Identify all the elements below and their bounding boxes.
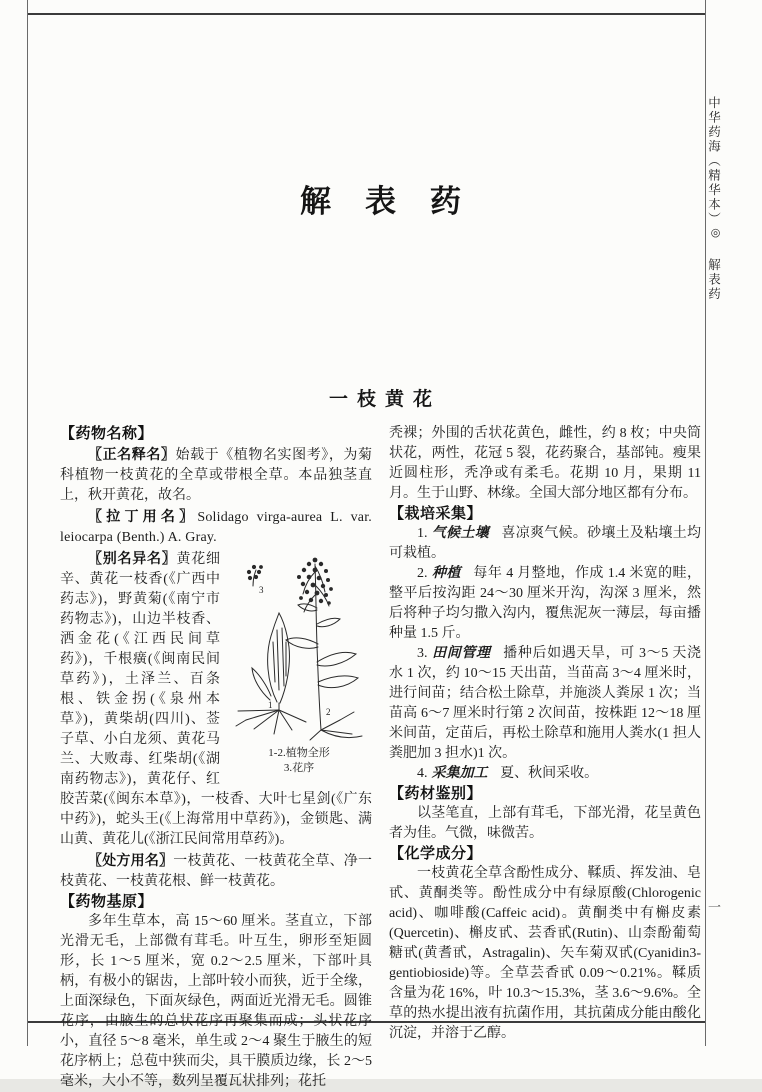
section-heading-identification: 【药材鉴别】 <box>389 785 483 802</box>
illustration-label-2: 2 <box>326 707 331 717</box>
sidebar-book-title: 中华药海（精华本） <box>706 96 721 227</box>
illustration-caption-line2: 3.花序 <box>283 762 315 774</box>
text-chufang: 一枝黄花、一枝黄花全草、净一枝黄花、一枝黄花根、鲜一枝黄花。 <box>60 854 373 889</box>
right-column <box>389 424 701 1092</box>
left-column <box>60 424 372 1092</box>
item-label: 采集加工 <box>431 766 488 781</box>
item-text: 每年 4 月整地，作成 1.4 米宽的畦，整平后按沟距 24～30 厘米开沟，沟深 3 厘米，然后将种子均匀撒入沟内，覆焦泥灰一薄层，每亩播种量 1.5 斤。 <box>389 566 702 641</box>
item-label: 种植 <box>431 566 461 581</box>
plant-illustration-drawing <box>226 550 372 746</box>
paragraph-latin-name <box>60 506 372 548</box>
tag-chufang: 〖处方用名〗 <box>88 852 174 868</box>
cultivation-item-planting <box>389 564 701 644</box>
paragraph-bieming <box>60 548 372 850</box>
text-bieming: 黄花细辛、黄花一枝香(《广西中药志》)，野黄菊(《南宁市药物志》)，山边半枝香、洒金花(《江西民间草药》)，千根癀(《闽南民间草药》)，土泽兰、百条根、铁金拐(《泉州本草》)，黄柴胡(四川)、莶子草、小白龙须、黄花马兰、大败毒、红柴胡(《湖南药物志》)，黄花仔、红胶苦菜(《闽东本草》)，一枝香、大叶七星剑(《广东中药》)，蛇头王(《上海常用中草药》)，金锁匙、满山黄、黄花儿(《浙江民间常用草药》)。 <box>60 552 372 847</box>
text-zhengming: 始载于《植物名实图考》，为菊科植物一枝黄花的全草或带根全草。本品独茎直上，秋开黄花，故名。 <box>60 448 373 503</box>
item-text: 播种后如遇天旱，可 3～5 天浇水 1 次，约 10～15 天出苗，当苗高 3～4 厘米时，进行间苗；结合松土除草，并施淡人粪尿 1 次；当苗高 6～7 厘米时行第 2 次间苗，按株距 12～18 厘米间苗，定苗后，再松土除草和施用人粪水(1 担人粪肥加 3 担水)1 次。 <box>389 646 702 761</box>
page-number: 一 <box>706 900 721 915</box>
section-heading-chemistry: 【化学成分】 <box>389 845 483 862</box>
illustration-label-1: 1 <box>268 700 273 710</box>
item-text: 夏、秋间采收。 <box>500 766 599 781</box>
sidebar-chapter-label: 解表药 <box>706 258 721 302</box>
frame-right-rule <box>705 0 706 1046</box>
plant-illustration <box>226 550 372 776</box>
paragraph-identification: 以茎笔直，上部有茸毛，下部光滑，花呈黄色者为佳。气微，味微苦。 <box>389 806 701 841</box>
item-text: 喜凉爽气候。砂壤土及粘壤土均可栽植。 <box>389 526 702 561</box>
chapter-title: 解表药 <box>300 184 495 219</box>
paragraph-base-origin: 多年生草本，高 15～60 厘米。茎直立，下部光滑无毛，上部微有茸毛。叶互生，卵形至矩圆形，长 1～5 厘米，宽 0.2～2.5 厘米，下部叶具柄，有极小的锯齿，上部叶较小而狭，近于全缘，上面深绿色，下面灰绿色，两面近光滑无毛。圆锥花序，由腋生的总状花序再聚集而成；头状花序小，直径 5～8 毫米，单生或 2～4 聚生于腋生的短花序柄上；总苞中狭而尖，具干膜质边缘，长 2～5 毫米，大小不等，数列呈覆瓦状排列；花托 <box>60 914 372 1089</box>
tag-latin-name: 〖拉丁用名〗 <box>88 508 198 524</box>
item-label: 气候土壤 <box>431 526 489 541</box>
sidebar-separator-icon: ◎ <box>709 226 721 241</box>
section-heading-drug-name: 【药物名称】 <box>60 425 154 442</box>
item-label: 田间管理 <box>431 646 491 661</box>
tag-bieming: 〖别名异名〗 <box>88 550 177 566</box>
illustration-caption-line1: 1-2.植物全形 <box>268 747 330 759</box>
text-latin-name: Solidago virga-aurea L. var. leiocarpa (Benth.) A. Gray. <box>60 510 373 545</box>
entry-title: 一枝黄花 <box>328 389 441 410</box>
paragraph-zhengming <box>60 444 372 506</box>
illustration-label-3: 3 <box>259 585 264 595</box>
paragraph-chufang <box>60 850 372 892</box>
section-heading-cultivation: 【栽培采集】 <box>389 505 483 522</box>
item-number: 3. <box>417 646 428 661</box>
frame-top-rule <box>28 13 706 15</box>
tag-zhengming: 〖正名释名〗 <box>88 446 176 462</box>
item-number: 2. <box>417 566 428 581</box>
item-number: 1. <box>417 526 428 541</box>
cultivation-item-field-management <box>389 644 701 764</box>
text-columns <box>60 424 701 1092</box>
item-number: 4. <box>417 766 428 781</box>
paragraph-base-origin-continued: 秃裸；外围的舌状花黄色，雌性，约 8 枚；中央筒状花，两性，花冠 5 裂，花药聚合，基部钝。瘦果近圆柱形，秃净或有柔毛。花期 10 月，果期 11 月。生于山野、林缘。全国大部分地区都有分布。 <box>389 426 701 501</box>
section-heading-base-origin: 【药物基原】 <box>60 893 154 910</box>
frame-left-rule <box>27 0 28 1046</box>
paragraph-chemistry: 一枝黄花全草含酚性成分、鞣质、挥发油、皂甙、黄酮类等。酚性成分中有绿原酸(Chlorogenic acid)、咖啡酸(Caffeic acid)。黄酮类中有槲皮素(Quercetin)、槲皮甙、芸香甙(Rutin)、山柰酚葡萄糖甙(黄耆甙，Astragalin)、矢车菊双甙(Cyanidin3-gentiobioside)等。全草芸香甙 0.09～0.21%。鞣质含量为花 16%，叶 10.3～15.3%，茎 3.6～9.6%。全草的热水提出液有抗菌作用，其抗菌成分能由酸化沉淀，并溶于乙醇。 <box>389 866 701 1041</box>
cultivation-item-climate <box>389 524 701 564</box>
cultivation-item-harvest <box>389 764 701 784</box>
